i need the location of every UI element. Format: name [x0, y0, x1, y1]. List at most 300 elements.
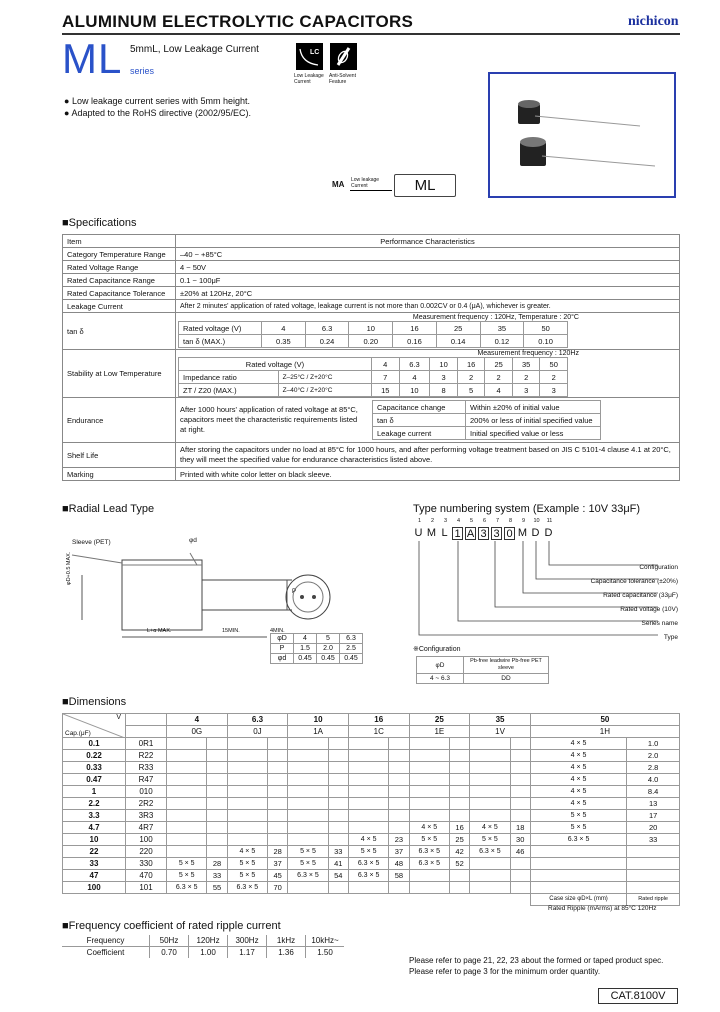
dim-corner: [63, 714, 126, 738]
tan-label: Rated voltage (V): [179, 322, 262, 335]
dim-ripple: 33: [627, 834, 680, 846]
dim-l-label: L+α MAX.: [147, 628, 172, 634]
dim-ripple: [328, 822, 348, 834]
spec-item: Rated Capacitance Tolerance: [63, 287, 176, 300]
typenum-pos: 3: [443, 518, 448, 524]
lead-cell: 2.0: [317, 644, 340, 654]
footer-note-order: Please refer to page 3 for the minimum order quantity.: [409, 967, 601, 976]
low-leakage-icon-label: Low Leakage Current: [294, 73, 324, 85]
dim-cap-code: 010: [126, 786, 167, 798]
dim-case-size: [470, 882, 510, 894]
dim-ripple: [207, 774, 227, 786]
dim-code: 1C: [348, 726, 409, 738]
stability-value: 3: [430, 371, 458, 384]
dim-case-size: [409, 798, 449, 810]
freq-cell: 300Hz: [228, 935, 267, 947]
dim-case-size: [167, 810, 207, 822]
stability-table: [178, 357, 568, 397]
endurance-text: After 1000 hours' application of rated voltage at 85°C, capacitors meet the characteristic requirements listed at right.: [180, 405, 358, 434]
spec-value: 4 ~ 50V: [176, 261, 680, 274]
dim-case-size: [227, 786, 267, 798]
spec-row: [63, 248, 680, 261]
dim-case-size: 4 × 5: [530, 738, 626, 750]
dim-case-size: 6.3 × 5: [409, 846, 449, 858]
dim-cap-label: Cap.(μF): [65, 730, 91, 737]
dim-ripple: 41: [328, 858, 348, 870]
dim-code: 1H: [530, 726, 679, 738]
typenum-char: A: [466, 528, 475, 540]
stability-value: 7: [371, 371, 399, 384]
spec-col-perf: Performance Characteristics: [176, 235, 680, 248]
spec-row-stability: [63, 350, 680, 398]
dim-case-size: [288, 834, 328, 846]
dim-case-size: [348, 738, 388, 750]
spec-row-marking: [63, 468, 680, 481]
dim-cap: 3.3: [63, 810, 126, 822]
crit-value: 200% or less of initial specified value: [466, 414, 601, 427]
lineage-arrow-label: Low leakage Current: [351, 177, 380, 189]
dim-case-size: [470, 858, 510, 870]
dim-ripple: [449, 810, 469, 822]
catalog-number: [598, 988, 678, 1004]
dim-row: [63, 858, 680, 870]
dim-ripple: 46: [510, 846, 530, 858]
dim-case-size: [227, 750, 267, 762]
dim-row: [63, 738, 680, 750]
config-row: [417, 674, 549, 684]
typenum-pos: 4: [456, 518, 461, 524]
typenum-label: Series name: [641, 620, 678, 627]
dim-ripple: [268, 834, 288, 846]
tan-voltage: 4: [262, 322, 306, 335]
dim-ripple: 8.4: [627, 786, 680, 798]
dim-case-size: 4 × 5: [530, 798, 626, 810]
footer-note-taped: Please refer to page 21, 22, 23 about the formed or taped product spec.: [409, 956, 664, 965]
dim-ripple: [627, 846, 680, 858]
dim-case-size: [288, 774, 328, 786]
dim-cap-code: 101: [126, 882, 167, 894]
freq-row: [62, 935, 344, 947]
dim-case-size: [348, 882, 388, 894]
dim-ripple: [207, 822, 227, 834]
dim-ripple: [207, 834, 227, 846]
crit-key: tan δ: [373, 414, 466, 427]
dim-ripple: [328, 882, 348, 894]
typenum-label: Rated voltage (10V): [620, 606, 678, 613]
dim-ripple: 18: [510, 822, 530, 834]
dim-cap-code: 100: [126, 834, 167, 846]
tan-value: 0.24: [305, 335, 349, 348]
stability-value: 2: [457, 371, 485, 384]
stability-note: Measurement frequency : 120Hz: [477, 350, 579, 357]
dim-ripple: [268, 810, 288, 822]
lead-cell: 0.45: [317, 654, 340, 664]
dim-ripple: [627, 882, 680, 894]
dim-case-size: [348, 822, 388, 834]
dim-case-size: [348, 798, 388, 810]
dim-case-size: [530, 858, 626, 870]
dim-case-size: [348, 810, 388, 822]
dim-cap-code: 3R3: [126, 810, 167, 822]
lineage-from: MA: [332, 180, 345, 189]
config-cell: 4 ~ 6.3: [417, 674, 464, 684]
dim-case-size: [409, 810, 449, 822]
stability-value: 2: [485, 371, 513, 384]
dim-case-size: 5 × 5: [288, 846, 328, 858]
lead-cell: 2.5: [340, 644, 363, 654]
stability-value: 8: [430, 384, 458, 397]
typenum-labels: [560, 561, 678, 645]
dim-ripple: [389, 738, 409, 750]
spec-item: Category Temperature Range: [63, 248, 176, 261]
dim-case-size: [288, 738, 328, 750]
tan-voltage-row: [179, 322, 568, 335]
dim-case-size: 4 × 5: [348, 834, 388, 846]
dim-ripple: [328, 762, 348, 774]
dim-case-size: 4 × 5: [530, 750, 626, 762]
stability-value: 2: [512, 371, 540, 384]
dim-case-size: [167, 822, 207, 834]
freq-cell: 1.36: [267, 947, 306, 959]
typenum-pos: 9: [521, 518, 526, 524]
stability-value: 15: [371, 384, 399, 397]
dim-cap-code: R47: [126, 774, 167, 786]
dim-case-size: 6.3 × 5: [167, 882, 207, 894]
dim-case-size: [530, 870, 626, 882]
typenum-char: 3: [491, 527, 502, 540]
dim-case-size: [288, 786, 328, 798]
typenum-pos: 2: [430, 518, 435, 524]
brand-logo: nichicon: [628, 14, 679, 29]
dim-case-size: [470, 774, 510, 786]
dim-code: 0G: [167, 726, 228, 738]
typenum-char: M: [426, 527, 437, 539]
dim-voltage: 4: [167, 714, 228, 726]
lead-table-row: [271, 644, 363, 654]
tan-table: [178, 321, 568, 348]
freq-cell: 10kHz~: [306, 935, 345, 947]
freq-cell: 120Hz: [189, 935, 228, 947]
dim-voltage-row: [63, 714, 680, 726]
config-cell: φD: [417, 657, 464, 674]
dim-ripple: [449, 738, 469, 750]
dim-ripple: 17: [627, 810, 680, 822]
header-rule: [62, 33, 680, 35]
spec-row: [63, 287, 680, 300]
dim-case-size: 6.3 × 5: [409, 858, 449, 870]
lead-cell: 1.5: [294, 644, 317, 654]
freq-row: [62, 947, 344, 959]
dim-case-size: 4 × 5: [530, 762, 626, 774]
dim-v-label: V: [116, 714, 121, 721]
dim-ripple: [268, 762, 288, 774]
dim-ripple: [207, 846, 227, 858]
dim-cap: 22: [63, 846, 126, 858]
crit-key: Leakage current: [373, 427, 466, 440]
dim-cap-code: 330: [126, 858, 167, 870]
dim-case-size: [167, 774, 207, 786]
dim-ripple: [389, 822, 409, 834]
dim-ripple: [510, 798, 530, 810]
series-code: ML: [62, 35, 123, 82]
dim-ripple: 33: [207, 870, 227, 882]
dim-row: [63, 882, 680, 894]
dim-ripple: [207, 810, 227, 822]
typenum-char: U: [414, 527, 423, 539]
dim-cap: 0.1: [63, 738, 126, 750]
dim-ripple: [207, 738, 227, 750]
dim-case-size: [167, 786, 207, 798]
dim-legend-row: [63, 894, 680, 906]
dim-cap: 0.22: [63, 750, 126, 762]
dim-ripple: [510, 786, 530, 798]
feature-list: [64, 95, 251, 119]
spec-item: Stability at Low Temperature: [63, 350, 176, 398]
config-table: [416, 656, 549, 684]
dim-ripple: 28: [207, 858, 227, 870]
low-leakage-icon: [296, 43, 323, 70]
lead-cell: 4: [294, 634, 317, 644]
spec-heading: ■Specifications: [62, 217, 137, 229]
dim-case-size: [470, 810, 510, 822]
dim-case-size: [227, 762, 267, 774]
dim-ripple: 54: [328, 870, 348, 882]
dim-case-size: [470, 750, 510, 762]
tan-value: 0.12: [480, 335, 524, 348]
lead-table-row: [271, 654, 363, 664]
typenum-char: 3: [478, 527, 489, 540]
dim-case-size: 6.3 × 5: [227, 882, 267, 894]
dim-cap: 4.7: [63, 822, 126, 834]
dim-case-size: 4 × 5: [530, 786, 626, 798]
dim-case-size: [167, 738, 207, 750]
series-word: series: [130, 66, 155, 76]
dim-ripple: 52: [449, 858, 469, 870]
dim-ripple: [328, 738, 348, 750]
dim-ripple: 58: [389, 870, 409, 882]
dim-case-size: [530, 846, 626, 858]
dimensions-table: [62, 713, 680, 906]
spec-value: –40 ~ +85°C: [176, 248, 680, 261]
spec-value: 0.1 ~ 100μF: [176, 274, 680, 287]
typenum-positions: [413, 518, 556, 524]
stability-value: 10: [399, 384, 430, 397]
dim-ripple: 48: [389, 858, 409, 870]
dim-ripple: 28: [268, 846, 288, 858]
spec-row-endurance: [63, 398, 680, 443]
dim-case-size: 6.3 × 5: [348, 870, 388, 882]
dim-ripple: [510, 738, 530, 750]
dim-d-label: φD+0.5 MAX.: [66, 551, 72, 585]
config-title: ※Configuration: [413, 646, 461, 653]
tan-voltage: 50: [524, 322, 568, 335]
tan-value: 0.16: [393, 335, 437, 348]
dim-ripple: [510, 882, 530, 894]
dim-cap: 100: [63, 882, 126, 894]
tan-value-row: [179, 335, 568, 348]
dim-ripple: [389, 810, 409, 822]
dim-case-size: 4 × 5: [470, 822, 510, 834]
dim-code: 1A: [288, 726, 349, 738]
dim-row: [63, 822, 680, 834]
dim-ripple: [268, 798, 288, 810]
stability-voltage-row: [179, 358, 568, 371]
dim-ripple: 70: [268, 882, 288, 894]
stability-value: 4: [399, 371, 430, 384]
dim-ripple: [627, 858, 680, 870]
dim-ripple: [510, 750, 530, 762]
dim-cap-code: R33: [126, 762, 167, 774]
dim-case-size: [470, 786, 510, 798]
config-cell: DD: [464, 674, 549, 684]
dim-ripple: [268, 738, 288, 750]
dim-row: [63, 810, 680, 822]
dim-ripple: [328, 774, 348, 786]
dim-case-size: 5 × 5: [348, 846, 388, 858]
dim-ripple: 13: [627, 798, 680, 810]
dim-ripple: [449, 774, 469, 786]
stability-row: [179, 384, 568, 397]
spec-item: Rated Capacitance Range: [63, 274, 176, 287]
typenum-pos: 11: [546, 518, 553, 524]
spec-col-item: Item: [63, 235, 176, 248]
dim-ripple: [449, 882, 469, 894]
typenum-char: L: [441, 527, 448, 539]
dim-ripple: 45: [268, 870, 288, 882]
dim-case-size: [470, 798, 510, 810]
spec-item: Marking: [63, 468, 176, 481]
typenum-char: M: [517, 527, 528, 539]
stability-value: 2: [540, 371, 568, 384]
dim-case-size: [227, 810, 267, 822]
dim-voltage: 35: [470, 714, 531, 726]
dim-row: [63, 870, 680, 882]
dim-ripple: 1.0: [627, 738, 680, 750]
tan-value: 0.35: [262, 335, 306, 348]
dim-ripple: [328, 810, 348, 822]
lead-cell: 6.3: [340, 634, 363, 644]
spec-item: Shelf Life: [63, 443, 176, 468]
dim-row: [63, 750, 680, 762]
dim-cap: 47: [63, 870, 126, 882]
dim-case-size: [227, 738, 267, 750]
dim-case-size: 5 × 5: [167, 870, 207, 882]
dim-code: 0J: [227, 726, 288, 738]
dim-ripple: [449, 750, 469, 762]
spec-row: [63, 300, 680, 313]
dim-row: [63, 834, 680, 846]
spec-value: ±20% at 120Hz, 20°C: [176, 287, 680, 300]
lineage-to-text: ML: [414, 177, 436, 194]
typenum-label: Configuration: [639, 564, 678, 571]
freq-cell: 50Hz: [150, 935, 189, 947]
lead-cell: P: [271, 644, 294, 654]
dim-ripple: [389, 882, 409, 894]
dim-body: [63, 738, 680, 894]
low-leakage-icon-text: LC: [310, 49, 320, 56]
dim-ripple: [389, 798, 409, 810]
dim-15-label: 15MIN.: [222, 628, 240, 634]
dim-row: [63, 786, 680, 798]
stability-value: 3: [540, 384, 568, 397]
endurance-crit-row: [373, 414, 601, 427]
dim-voltage: 25: [409, 714, 470, 726]
marking-value: Printed with white color letter on black sleeve.: [176, 468, 680, 481]
dim-ripple: [207, 798, 227, 810]
dim-ripple: [449, 762, 469, 774]
lead-spacing-table: [270, 633, 363, 664]
dim-voltage: 10: [288, 714, 349, 726]
dim-case-size: [288, 882, 328, 894]
config-cell: Pb-free leadwire Pb-free PET sleeve: [464, 657, 549, 674]
typenum-pos: 8: [508, 518, 513, 524]
dim-cap-code: 220: [126, 846, 167, 858]
lead-cell: φD: [271, 634, 294, 644]
dim-case-size: [167, 834, 207, 846]
dim-ripple: 37: [268, 858, 288, 870]
lead-cell: 0.45: [340, 654, 363, 664]
radial-heading: ■Radial Lead Type: [62, 503, 155, 515]
dim-ripple: [268, 750, 288, 762]
typenum-pos: 6: [482, 518, 487, 524]
dim-case-size: [470, 762, 510, 774]
dim-ripple: [389, 750, 409, 762]
dim-case-size: [288, 822, 328, 834]
typenum-char: 1: [452, 527, 463, 540]
dim-ripple: 20: [627, 822, 680, 834]
dimensions-heading: ■Dimensions: [62, 696, 127, 708]
typenum-heading: Type numbering system (Example : 10V 33μF): [413, 503, 641, 515]
dim-p-label: P: [292, 589, 297, 595]
dim-case-size: [227, 798, 267, 810]
dim-case-size: [470, 870, 510, 882]
dim-ripple: [328, 786, 348, 798]
dim-cap: 1: [63, 786, 126, 798]
dim-ripple: 4.0: [627, 774, 680, 786]
dim-case-size: 5 × 5: [530, 810, 626, 822]
dim-case-size: [288, 762, 328, 774]
crit-value: Initial specified value or less: [466, 427, 601, 440]
dim-ripple: [449, 870, 469, 882]
stability-voltage: 6.3: [399, 358, 430, 371]
dim-cap: 10: [63, 834, 126, 846]
dim-case-size: 6.3 × 5: [530, 834, 626, 846]
dim-case-size: 5 × 5: [470, 834, 510, 846]
typenum-chars: [413, 527, 556, 540]
dim-case-size: [167, 762, 207, 774]
dim-code: 1V: [470, 726, 531, 738]
typenum-char: D: [544, 527, 553, 539]
dim-case-size: [227, 822, 267, 834]
freq-cell: 1.17: [228, 947, 267, 959]
dim-cap: 0.33: [63, 762, 126, 774]
typenum-pos: 1: [417, 518, 422, 524]
dim-case-size: 5 × 5: [227, 870, 267, 882]
dim-ripple: 55: [207, 882, 227, 894]
stability-value: 3: [512, 384, 540, 397]
dim-case-size: [409, 786, 449, 798]
dim-case-size: 5 × 5: [530, 822, 626, 834]
dim-code: 1E: [409, 726, 470, 738]
series-description: 5mmL, Low Leakage Current: [130, 44, 259, 55]
typenum-pos: 5: [469, 518, 474, 524]
stability-voltage: 4: [371, 358, 399, 371]
dim-case-size: [409, 774, 449, 786]
dim-ripple: [627, 870, 680, 882]
dim-case-size: [167, 846, 207, 858]
dim-case-size: [348, 786, 388, 798]
dim-ripple: 30: [510, 834, 530, 846]
